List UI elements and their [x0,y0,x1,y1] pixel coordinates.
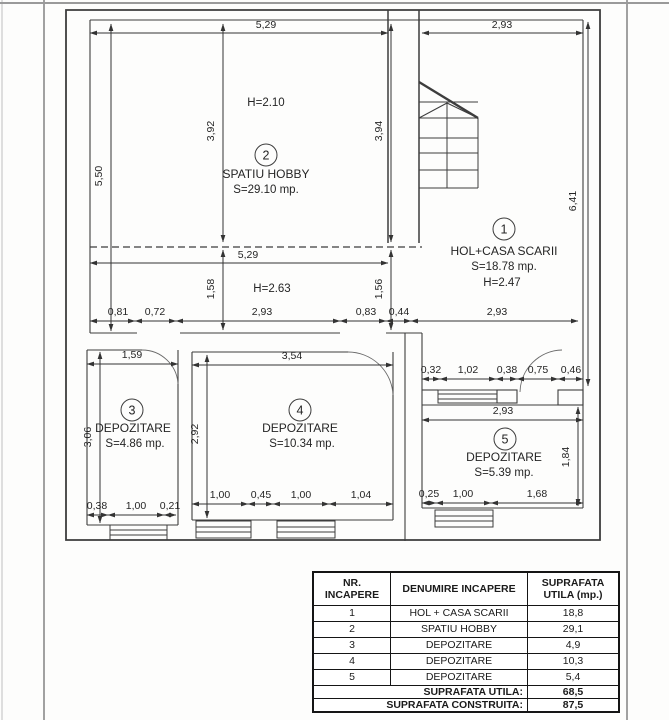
dim-label: 1,59 [121,349,143,361]
dim-label: 1,00 [452,488,474,500]
dim-label: 0,81 [107,306,129,318]
dim-label: 0,21 [159,500,181,512]
cell-name: HOL + CASA SCARII [391,605,528,621]
svg-text:H=2.10: H=2.10 [247,97,285,109]
dim-label: 1,00 [290,489,312,501]
dim-label: 5,29 [237,249,259,261]
dim-label: 1,84 [560,446,572,468]
dim-label: 1,68 [526,488,548,500]
cell-name: SPATIU HOBBY [391,621,528,637]
total-utila-label: SUPRAFATA UTILA: [313,685,528,698]
svg-text:HOL+CASA SCARII: HOL+CASA SCARII [450,244,558,258]
cell-nr: 3 [313,637,391,653]
dim-label: 2,93 [491,19,513,31]
svg-text:S=4.86 mp.: S=4.86 mp. [105,438,165,450]
dim-label: 0,46 [560,364,582,376]
dim-label: 0,38 [496,364,518,376]
total-construita-label: SUPRAFATA CONSTRUITA: [313,698,528,712]
svg-text:S=5.39 mp.: S=5.39 mp. [474,467,534,479]
area-summary-table [312,571,620,713]
dim-label: 3,94 [373,120,385,142]
room-label-depozitare-4 [262,399,338,450]
cell-name: DEPOZITARE [391,637,528,653]
room-label-spatiu-hobby [223,97,310,295]
svg-text:H=2.47: H=2.47 [483,277,521,289]
dim-label: 1,58 [205,278,217,300]
svg-text:S=29.10 mp.: S=29.10 mp. [233,184,299,196]
svg-text:2: 2 [262,148,270,163]
room-label-depozitare-5 [466,428,542,479]
svg-text:H=2.63: H=2.63 [253,283,291,295]
dim-label: 0,83 [355,306,377,318]
staircase [419,82,478,188]
dim-label: 2,93 [251,306,273,318]
cell-area: 29,1 [528,621,620,637]
dim-label: 2,93 [486,306,508,318]
svg-text:1: 1 [500,222,508,237]
dim-label: 0,45 [250,489,272,501]
dim-label: 2,93 [492,405,514,417]
dim-label: 1,00 [125,500,147,512]
header-suprafata: SUPRAFATA UTILA (mp.) [528,572,620,605]
dim-label: 0,32 [420,364,442,376]
total-utila-row [313,685,619,698]
svg-text:S=18.78 mp.: S=18.78 mp. [471,261,537,273]
cell-area: 5,4 [528,669,620,685]
svg-text:DEPOZITARE: DEPOZITARE [95,421,171,435]
svg-text:5: 5 [501,432,509,447]
dim-label: 1,02 [457,364,479,376]
window-symbols [110,390,497,540]
dim-label: 0,38 [86,500,108,512]
dim-label: 0,75 [527,364,549,376]
dim-label: 5,50 [93,165,105,187]
dim-label: 3,54 [281,350,303,362]
cell-name: DEPOZITARE [391,669,528,685]
cell-nr: 5 [313,669,391,685]
dim-label: 0,44 [388,306,410,318]
table-row [313,621,619,637]
total-utila-value: 68,5 [528,685,620,698]
table-header-row [313,572,619,605]
cell-nr: 2 [313,621,391,637]
header-denumire: DENUMIRE INCAPERE [391,572,528,605]
dim-label: 2,92 [189,423,201,445]
dim-label: 3,92 [205,120,217,142]
svg-text:DEPOZITARE: DEPOZITARE [262,421,338,435]
dim-label: 0,25 [418,488,440,500]
cell-nr: 1 [313,605,391,621]
table-row [313,653,619,669]
svg-text:DEPOZITARE: DEPOZITARE [466,450,542,464]
svg-text:S=10.34 mp.: S=10.34 mp. [269,438,335,450]
svg-text:SPATIU HOBBY: SPATIU HOBBY [222,167,310,181]
dim-label: 1,04 [350,489,372,501]
svg-text:3: 3 [128,403,136,418]
cell-area: 10,3 [528,653,620,669]
cell-area: 18,8 [528,605,620,621]
table-row [313,669,619,685]
dim-label: 6,41 [567,190,579,212]
svg-text:4: 4 [296,403,304,418]
cell-name: DEPOZITARE [391,653,528,669]
dim-label: 1,56 [373,278,385,300]
cell-area: 4,9 [528,637,620,653]
room-label-hol-casa-scarii [450,218,557,289]
table-row [313,605,619,621]
cell-nr: 4 [313,653,391,669]
total-construita-row [313,698,619,712]
table-row [313,637,619,653]
dim-label: 3,06 [82,426,94,448]
header-nr-incapere: NR. INCAPERE [313,572,391,605]
room-labels [95,97,557,479]
room-label-depozitare-3 [95,399,171,450]
total-construita-value: 87,5 [528,698,620,712]
dim-label: 0,72 [144,306,166,318]
dim-label: 1,00 [209,489,231,501]
dim-label: 5,29 [255,19,277,31]
